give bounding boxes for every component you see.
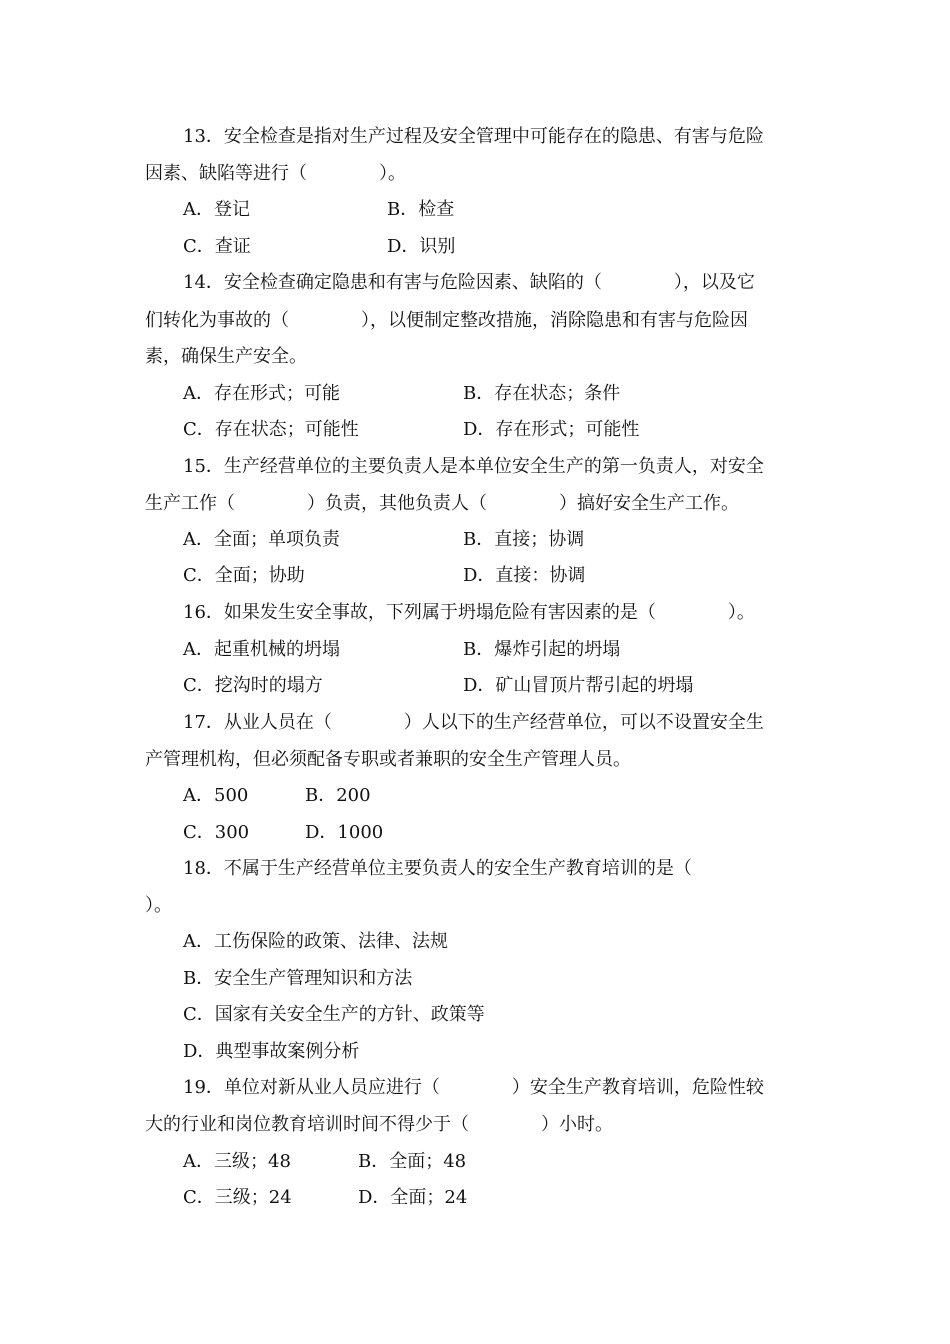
question-15-line-1: 15．生产经营单位的主要负责人是本单位安全生产的第一负责人，对安全 [183,456,764,477]
question-19-option-d: D．全面；24 [358,1187,468,1208]
question-19-line-1: 19．单位对新从业人员应进行（ ）安全生产教育培训，危险性较 [183,1077,764,1098]
question-15-option-a: A．全面；单项负责 [183,529,340,550]
question-18-option-a: A．工伤保险的政策、法律、法规 [183,931,448,952]
question-14-option-a: A．存在形式；可能 [183,383,340,404]
question-18-line-1: 18．不属于生产经营单位主要负责人的安全生产教育培训的是（ [183,858,692,879]
question-19-option-a: A．三级；48 [183,1151,291,1172]
question-13-option-c: C．查证 [183,236,251,257]
question-15-option-b: B．直接；协调 [463,529,585,550]
question-19-option-c: C．三级；24 [183,1187,292,1208]
question-17-line-2: 产管理机构，但必须配备专职或者兼职的安全生产管理人员。 [145,749,631,770]
question-18-option-c: C．国家有关安全生产的方针、政策等 [183,1004,485,1025]
question-19-line-2: 大的行业和岗位教育培训时间不得少于（ ）小时。 [145,1114,613,1135]
question-15-option-d: D．直接：协调 [463,565,586,586]
question-14-line-2: 们转化为事故的（ ），以便制定整改措施，消除隐患和有害与危险因 [145,310,748,331]
question-17-option-c: C．300 [183,822,250,843]
question-13-option-a: A．登记 [183,199,250,220]
question-15-line-2: 生产工作（ ）负责，其他负责人（ ）搞好安全生产工作。 [145,493,739,514]
question-19-option-b: B．全面；48 [358,1151,467,1172]
question-17-option-b: B．200 [305,785,371,806]
question-14-option-d: D．存在形式；可能性 [463,419,640,440]
question-14-line-1: 14．安全检查确定隐患和有害与危险因素、缺陷的（ ），以及它 [183,272,755,293]
question-15-option-c: C．全面；协助 [183,565,305,586]
question-17-line-1: 17．从业人员在（ ）人以下的生产经营单位，可以不设置安全生 [183,712,764,733]
question-16-option-b: B．爆炸引起的坍塌 [463,639,621,660]
question-17-option-d: D．1000 [305,822,384,843]
question-17-option-a: A．500 [183,785,249,806]
question-18-option-b: B．安全生产管理知识和方法 [183,968,413,989]
question-14-line-3: 素，确保生产安全。 [145,346,307,367]
question-18-line-2: ）。 [145,895,172,916]
question-14-option-b: B．存在状态；条件 [463,383,621,404]
question-16-option-a: A．起重机械的坍塌 [183,639,340,660]
question-16-option-d: D．矿山冒顶片帮引起的坍塌 [463,675,694,696]
question-18-option-d: D．典型事故案例分析 [183,1041,360,1062]
question-13-option-b: B．检查 [387,199,455,220]
question-14-option-c: C．存在状态；可能性 [183,419,359,440]
question-13-line-1: 13．安全检查是指对生产过程及安全管理中可能存在的隐患、有害与危险 [183,126,764,147]
question-16-line-1: 16．如果发生安全事故，下列属于坍塌危险有害因素的是（ ）。 [183,602,755,623]
question-13-option-d: D．识别 [387,236,456,257]
question-13-line-2: 因素、缺陷等进行（ ）。 [145,163,406,184]
question-16-option-c: C．挖沟时的塌方 [183,675,323,696]
